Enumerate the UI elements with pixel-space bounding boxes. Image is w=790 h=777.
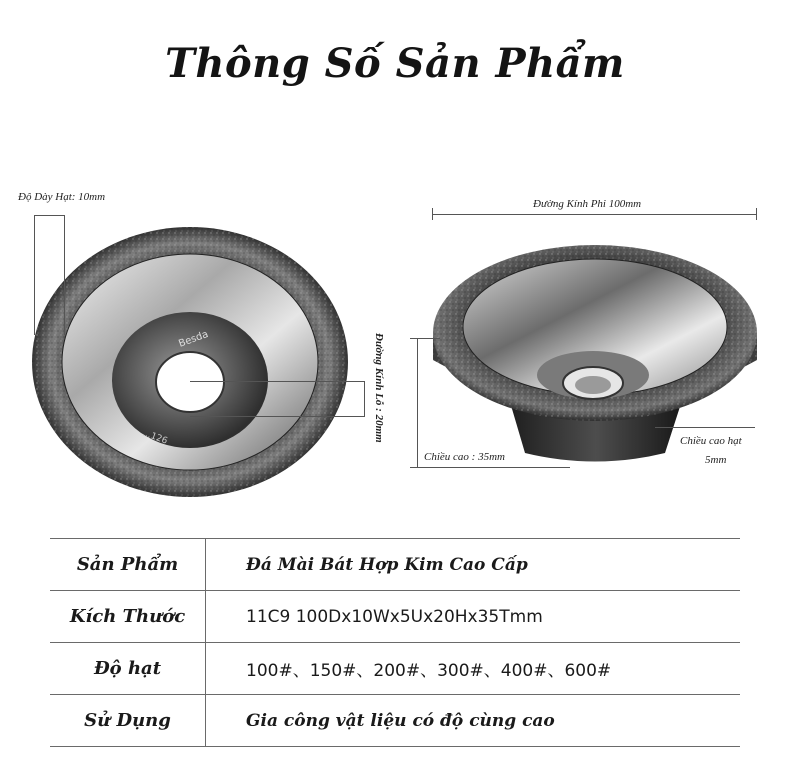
table-row bbox=[50, 643, 740, 695]
wheel-top-view-image bbox=[30, 220, 375, 505]
hole-dim-line bbox=[364, 381, 365, 417]
grain-height-label-line2: 5mm bbox=[705, 454, 727, 466]
height-bottom-line bbox=[410, 467, 570, 468]
outer-diameter-label: Đường Kính Phi 100mm bbox=[533, 198, 642, 210]
height-top-line bbox=[410, 338, 440, 339]
spec-table bbox=[50, 538, 740, 747]
table-row bbox=[50, 695, 740, 747]
spec-label-grit: Độ hạt bbox=[50, 643, 206, 695]
grain-height-top-line bbox=[655, 427, 755, 428]
height-vertical-line bbox=[417, 338, 418, 468]
spec-value-size: 11C9 100Dx10Wx5Ux20Hx35Tmm bbox=[206, 591, 741, 643]
spec-label-usage: Sử Dụng bbox=[50, 695, 206, 747]
wheel-size-engraving: ...126 bbox=[140, 428, 169, 447]
spec-value-grit: 100#、150#、200#、300#、400#、600# bbox=[206, 643, 741, 695]
wheel-brand-engraving: Besda bbox=[177, 328, 210, 350]
grain-thickness-guide-line bbox=[34, 215, 35, 335]
grain-height-label-line1: Chiều cao hạt bbox=[680, 435, 742, 447]
spec-label-size: Kích Thước bbox=[50, 591, 206, 643]
grain-thickness-top-line bbox=[34, 215, 65, 216]
table-row bbox=[50, 591, 740, 643]
table-row bbox=[50, 539, 740, 591]
spec-label-product: Sản Phẩm bbox=[50, 539, 206, 591]
height-label: Chiều cao : 35mm bbox=[424, 451, 505, 463]
grain-thickness-label: Độ Dày Hạt: 10mm bbox=[18, 191, 106, 203]
spec-value-product: Đá Mài Bát Hợp Kim Cao Cấp bbox=[206, 539, 741, 591]
hole-diameter-label: Đường Kính Lỗ : 20mm bbox=[373, 333, 385, 443]
grain-thickness-guide-line-2 bbox=[64, 215, 65, 335]
hole-top-line bbox=[190, 381, 365, 382]
page-title: Thông Số Sản Phẩm bbox=[165, 40, 625, 87]
spec-value-usage: Gia công vật liệu có độ cùng cao bbox=[206, 695, 741, 747]
outer-diameter-line bbox=[432, 214, 757, 215]
hole-bottom-line bbox=[190, 416, 365, 417]
